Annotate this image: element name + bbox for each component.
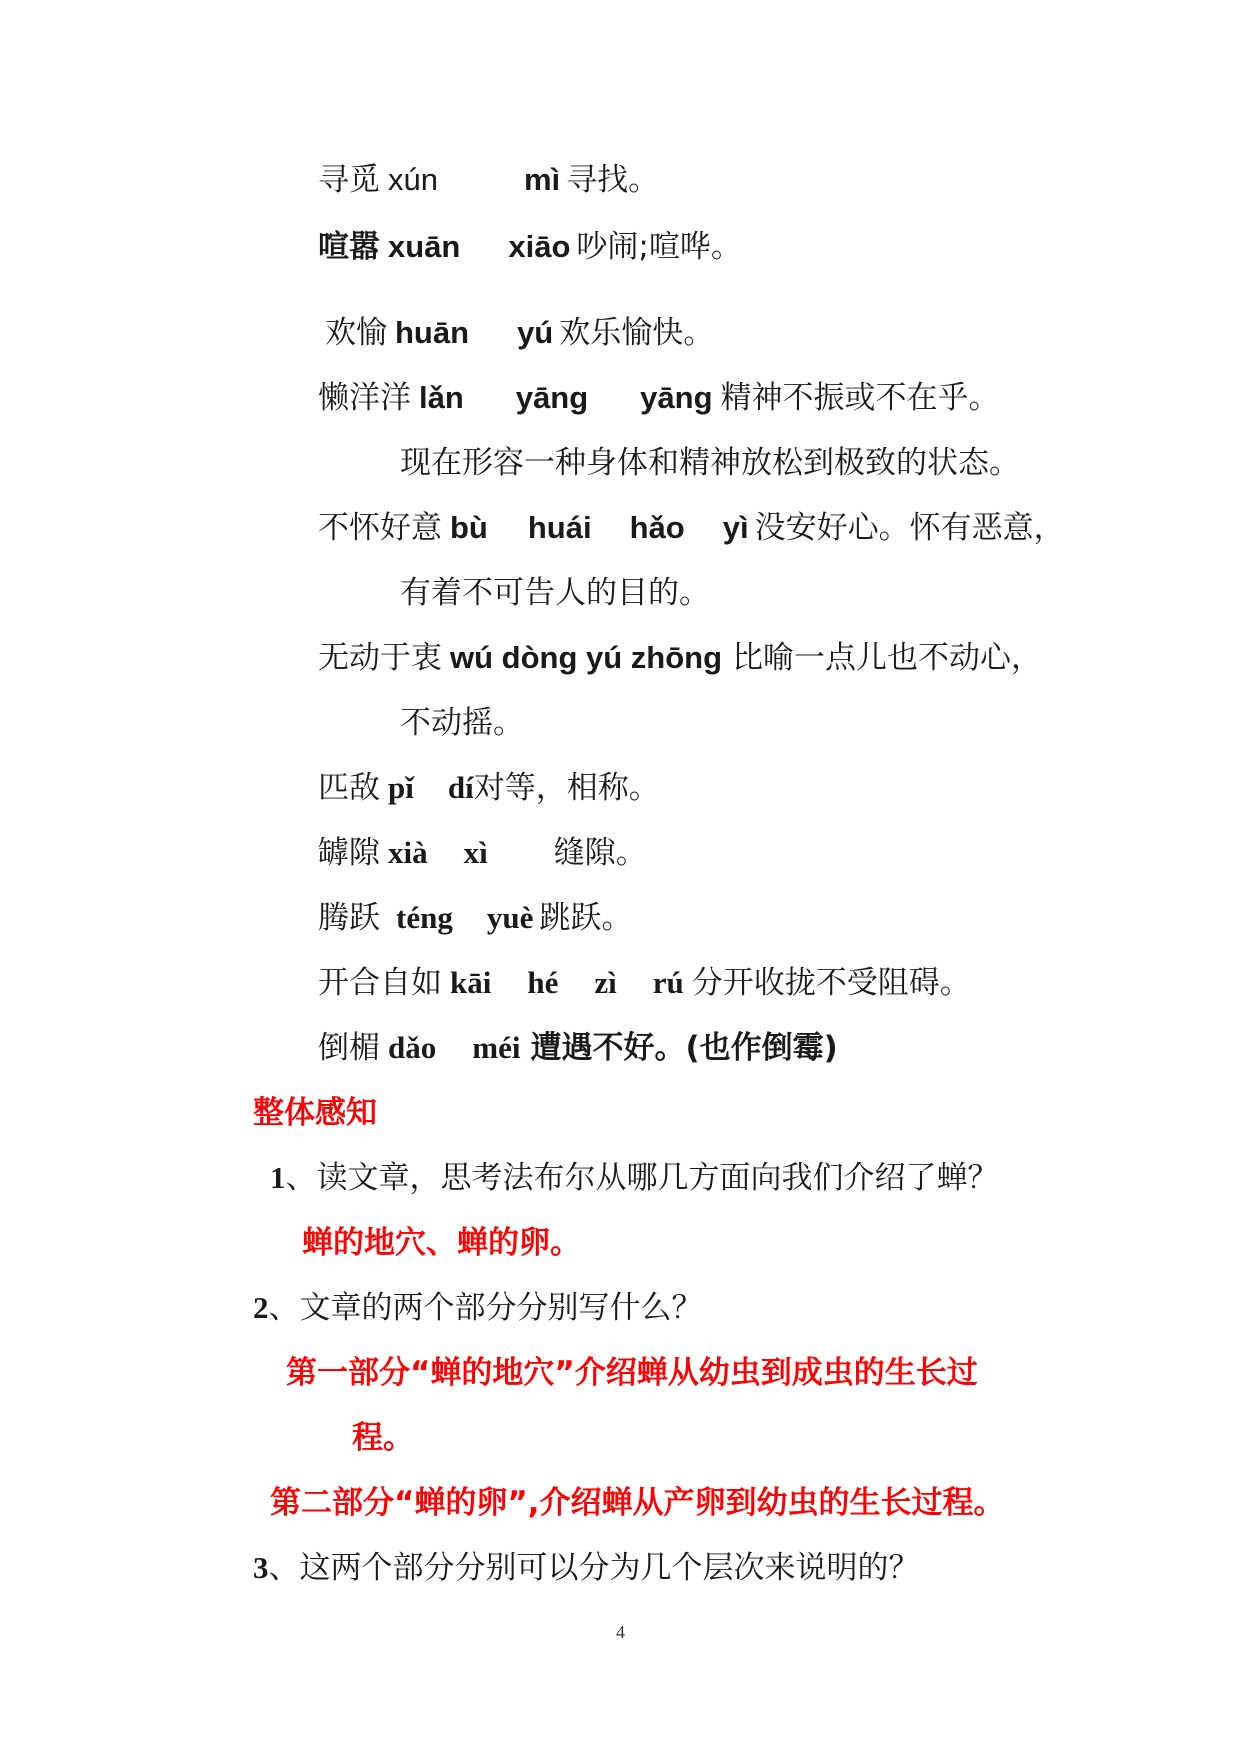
question-number: 2 xyxy=(253,1290,269,1325)
vocab-entry-lanyangyang xyxy=(318,378,1000,418)
vocab-pinyin: bù xyxy=(450,510,488,545)
vocab-meaning: 没安好心。怀有恶意， xyxy=(754,510,1065,546)
vocab-pinyin: xì xyxy=(463,835,488,870)
vocab-pinyin: rú xyxy=(652,965,684,1000)
question-1 xyxy=(270,1158,999,1198)
vocab-entry-huanyu xyxy=(325,313,714,353)
vocab-entry-pidi xyxy=(318,768,660,808)
question-number: 1 xyxy=(270,1160,286,1195)
question-text: 、文章的两个部分分别写什么？ xyxy=(268,1290,703,1326)
vocab-meaning: 欢乐愉快。 xyxy=(559,315,715,351)
vocab-pinyin: mì xyxy=(523,162,561,197)
vocab-meaning: 缝隙。 xyxy=(553,835,647,871)
vocab-pinyin: yì xyxy=(722,510,749,545)
vocab-pinyin: xiāo xyxy=(508,229,571,264)
vocab-pinyin: huān xyxy=(395,315,470,350)
vocab-meaning-continued: 有着不可告人的目的。 xyxy=(400,575,710,611)
vocab-pinyin: yuè xyxy=(486,900,534,935)
vocab-pinyin: yāng xyxy=(640,380,713,415)
vocab-meaning-continued: 现在形容一种身体和精神放松到极致的状态。 xyxy=(400,445,1020,481)
vocab-pinyin: zì xyxy=(594,965,617,1000)
vocab-word: 匹敌 xyxy=(318,770,380,806)
vocab-entry-buhuaihaoyi xyxy=(318,508,1065,548)
vocab-pinyin: yāng xyxy=(515,380,589,415)
question-2 xyxy=(253,1288,703,1328)
vocab-word: 腾跃 xyxy=(318,900,380,936)
vocab-word: 欢愉 xyxy=(325,315,387,351)
vocab-pinyin: xún xyxy=(388,162,438,197)
vocab-pinyin: téng xyxy=(396,900,453,935)
vocab-word: 无动于衷 xyxy=(318,640,442,676)
vocab-entry-tengyue xyxy=(318,898,632,938)
vocab-pinyin: xià xyxy=(388,835,428,870)
vocab-word: 懒洋洋 xyxy=(318,380,411,416)
question-number: 3 xyxy=(253,1550,269,1585)
vocab-word: 倒楣 xyxy=(318,1030,380,1066)
vocab-pinyin: méi xyxy=(472,1030,521,1065)
vocab-entry-xunmi xyxy=(318,160,659,200)
answer-1: 蝉的地穴、蝉的卵。 xyxy=(302,1225,581,1261)
vocab-pinyin: wú dòng yú zhōng xyxy=(450,640,723,675)
vocab-pinyin: yú xyxy=(517,315,554,350)
vocab-word: 寻觅 xyxy=(318,162,380,198)
vocab-meaning: 精神不振或不在乎。 xyxy=(720,380,1000,416)
vocab-word: 罅隙 xyxy=(318,835,380,871)
answer-2-part2: 第二部分“蝉的卵”,介绍蝉从产卵到幼虫的生长过程。 xyxy=(270,1485,1005,1521)
answer-2-part1-continued: 程。 xyxy=(352,1420,414,1456)
vocab-meaning: 对等，相称。 xyxy=(473,770,660,806)
vocab-meaning: 比喻一点儿也不动心， xyxy=(732,640,1043,676)
vocab-pinyin: kāi xyxy=(450,965,492,1000)
answer-2-part1: 第一部分“蝉的地穴”介绍蝉从幼虫到成虫的生长过 xyxy=(286,1355,978,1391)
vocab-meaning: 跳跃。 xyxy=(539,900,633,936)
vocab-pinyin: hé xyxy=(527,965,559,1000)
vocab-meaning: 分开收拢不受阻碍。 xyxy=(691,965,971,1001)
vocab-word: 开合自如 xyxy=(318,965,442,1001)
vocab-entry-kaihezīru xyxy=(318,963,971,1003)
page-number: 4 xyxy=(616,1622,625,1642)
vocab-entry-daomei xyxy=(318,1028,838,1068)
vocab-meaning-continued: 不动摇。 xyxy=(400,705,524,741)
vocab-pinyin: lǎn xyxy=(419,380,464,415)
vocab-word: 喧嚣 xyxy=(318,229,380,265)
vocab-entry-wudongyuzhong xyxy=(318,638,1042,678)
vocab-pinyin: huái xyxy=(527,510,592,545)
vocab-meaning: 遭遇不好。(也作倒霉) xyxy=(530,1030,838,1066)
vocab-meaning: 吵闹;喧哗。 xyxy=(576,229,742,265)
question-text: 、读文章，思考法布尔从哪几方面向我们介绍了蝉？ xyxy=(285,1160,999,1196)
section-title: 整体感知 xyxy=(253,1095,377,1131)
vocab-word: 不怀好意 xyxy=(318,510,442,546)
vocab-pinyin: pǐ xyxy=(388,770,414,805)
vocab-pinyin: dí xyxy=(447,770,474,805)
vocab-pinyin: xuān xyxy=(388,229,461,264)
question-3 xyxy=(253,1548,920,1588)
vocab-pinyin: dǎo xyxy=(388,1030,437,1065)
vocab-entry-xiaxi xyxy=(318,833,647,873)
question-text: 、这两个部分分别可以分为几个层次来说明的？ xyxy=(268,1550,920,1586)
vocab-meaning: 寻找。 xyxy=(566,162,660,198)
vocab-pinyin: hǎo xyxy=(629,510,685,545)
vocab-entry-xuanxiao xyxy=(318,227,742,267)
